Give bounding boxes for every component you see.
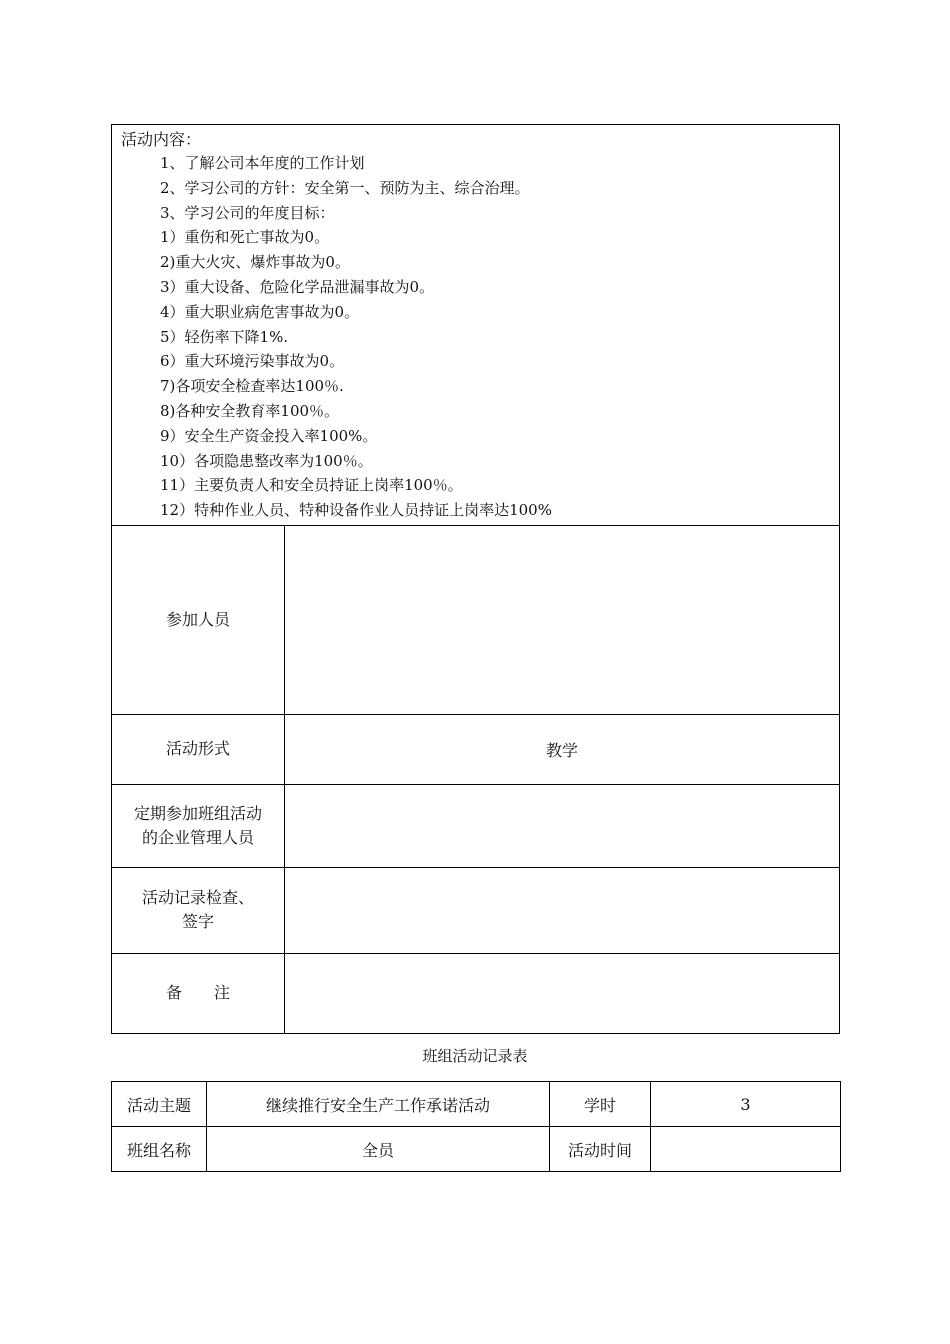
activity-detail-table bbox=[111, 124, 840, 1034]
activity-content-cell bbox=[112, 125, 840, 526]
record-check-label-line2: 签字 bbox=[181, 912, 214, 932]
activity-form-value: 教学 bbox=[285, 714, 840, 784]
managers-value bbox=[285, 784, 840, 867]
content-line: 7)各项安全检查率达100％. bbox=[160, 377, 344, 396]
table-caption: 班组活动记录表 bbox=[422, 1047, 528, 1065]
content-line: 12）特种作业人员、特种设备作业人员持证上岗率达100% bbox=[160, 501, 552, 520]
content-line: 4）重大职业病危害事故为0。 bbox=[160, 302, 360, 321]
record-check-label-line1: 活动记录检查、 bbox=[141, 888, 254, 908]
content-line: 9）安全生产资金投入率100%。 bbox=[160, 426, 378, 445]
content-line: 11）主要负责人和安全员持证上岗率100％。 bbox=[160, 476, 463, 495]
content-line: 2、学习公司的方针：安全第一、预防为主、综合治理。 bbox=[160, 178, 530, 197]
activity-record-table bbox=[111, 1081, 841, 1172]
activity-content-title: 活动内容： bbox=[121, 130, 202, 149]
content-line: 6）重大环境污染事故为0。 bbox=[160, 352, 345, 371]
content-line: 10）各项隐患整改率为100％。 bbox=[160, 451, 373, 470]
participants-label: 参加人员 bbox=[112, 525, 285, 714]
record-check-label bbox=[112, 867, 285, 953]
activity-form-label: 活动形式 bbox=[112, 714, 285, 784]
remarks-label: 备 注 bbox=[112, 953, 285, 1033]
time-value bbox=[651, 1127, 841, 1172]
content-line: 5）轻伤率下降1%. bbox=[160, 327, 289, 346]
content-line: 8)各种安全教育率100％。 bbox=[160, 401, 340, 420]
hours-value: 3 bbox=[651, 1082, 841, 1127]
content-line: 3、学习公司的年度目标： bbox=[160, 203, 335, 222]
managers-label-line2: 的企业管理人员 bbox=[141, 827, 254, 847]
managers-label bbox=[112, 784, 285, 867]
team-value: 全员 bbox=[207, 1127, 550, 1172]
remarks-value bbox=[285, 953, 840, 1033]
hours-label: 学时 bbox=[550, 1082, 651, 1127]
content-line: 3）重大设备、危险化学品泄漏事故为0。 bbox=[160, 277, 435, 296]
managers-label-line1: 定期参加班组活动 bbox=[133, 803, 262, 823]
content-line: 1）重伤和死亡事故为0。 bbox=[160, 228, 330, 247]
content-line: 1、了解公司本年度的工作计划 bbox=[160, 154, 365, 172]
participants-value bbox=[285, 525, 840, 714]
topic-label: 活动主题 bbox=[112, 1082, 207, 1127]
content-line: 2)重大火灾、爆炸事故为0。 bbox=[160, 253, 350, 272]
time-label: 活动时间 bbox=[550, 1127, 651, 1172]
record-check-value bbox=[285, 867, 840, 953]
topic-value: 继续推行安全生产工作承诺活动 bbox=[207, 1082, 550, 1127]
team-label: 班组名称 bbox=[112, 1127, 207, 1172]
